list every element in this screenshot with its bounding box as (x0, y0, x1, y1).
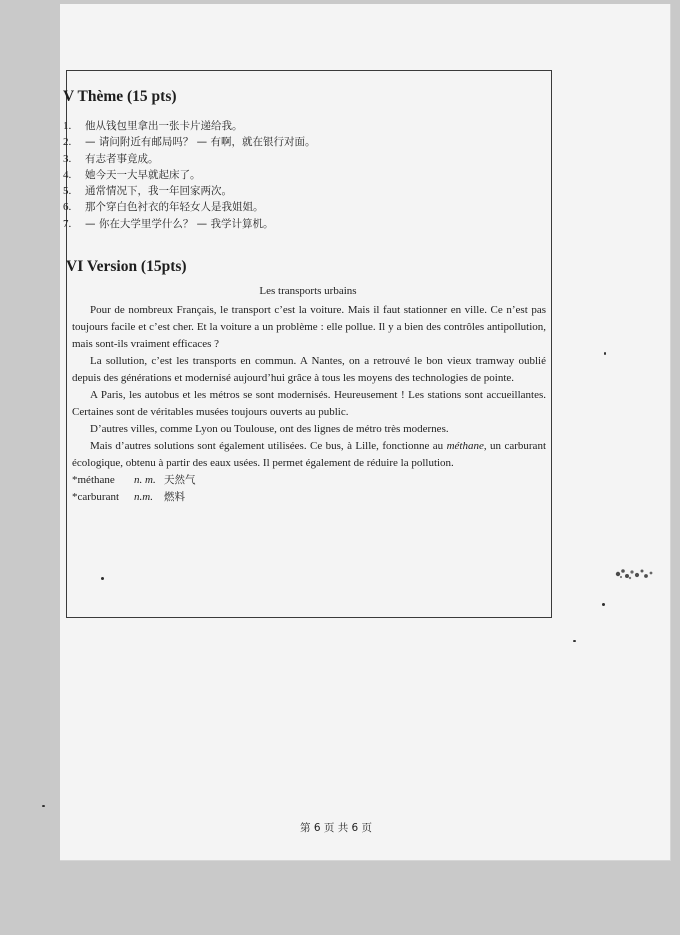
glossary-part-of-speech: n. m. (134, 474, 156, 486)
theme-sentence (63, 167, 483, 183)
scan-speck (602, 603, 605, 606)
glossary-entry (72, 472, 546, 489)
passage-text: , un carburant écologique, obtenu à partir des eaux usées. Il permet également de réduire la pollution. (72, 440, 546, 469)
theme-sentence-text: — 请问附近有邮局吗？ — 有啊，就在银行对面。 (85, 136, 316, 149)
passage-paragraph: D’autres villes, comme Lyon ou Toulouse, ont des lignes de métro très modernes. (90, 423, 449, 435)
theme-sentence-text: 通常情况下，我一年回家两次。 (85, 185, 232, 198)
scan-speck (42, 805, 45, 807)
theme-sentence (63, 134, 483, 150)
theme-sentence-number: 1. (63, 120, 72, 132)
theme-sentence (63, 118, 483, 134)
glossary-translation: 天然气 (164, 474, 196, 486)
theme-sentence-number: 3. (63, 152, 72, 165)
theme-sentence (63, 199, 483, 215)
version-section-title: VI Version (15pts) (66, 258, 187, 275)
theme-sentence-number: 6. (63, 201, 72, 214)
theme-section-title: V Thème (15 pts) (63, 88, 177, 105)
theme-sentence-number: 2. (63, 136, 72, 149)
passage-paragraph: La sollution, c’est les transports en commun. A Nantes, on a retrouvé le bon vieux tramway oublié depuis des générations et modernisé aujourd’hui grâce à tous les moyens des technologies de pointe. (72, 355, 546, 384)
theme-sentence-number: 7. (63, 217, 72, 230)
glossary-term: *méthane (72, 474, 115, 486)
theme-sentence-text: 他从钱包里拿出一张卡片递给我。 (85, 120, 243, 132)
glossary-part-of-speech: n.m. (134, 491, 153, 503)
theme-sentence-number: 4. (63, 168, 72, 181)
passage-paragraph: A Paris, les autobus et les métros se sont modernisés. Heureusement ! Les stations sont accueillantes. Certaines sont de véritables musées toujours ouverts au public. (72, 389, 546, 418)
passage-title: Les transports urbains (259, 285, 357, 297)
glossary-translation: 燃料 (164, 491, 185, 503)
glossary-term: *carburant (72, 491, 120, 503)
scan-speck (101, 577, 104, 580)
version-passage (72, 302, 546, 506)
theme-sentence-text: 有志者事竟成。 (85, 152, 159, 165)
passage-text: Mais d’autres solutions sont également utilisées. Ce bus, à Lille, fonctionne au (90, 440, 447, 452)
passage-paragraph (72, 438, 546, 472)
theme-sentence-text: — 你在大学里学什么？ — 我学计算机。 (85, 217, 274, 230)
theme-sentence (63, 183, 483, 199)
theme-sentence-list (63, 118, 483, 232)
passage-emphasis: méthane (446, 440, 484, 452)
scan-speck (604, 352, 606, 355)
theme-sentence-text: 她今天一大早就起床了。 (85, 168, 201, 181)
theme-sentence-number: 5. (63, 185, 72, 198)
theme-sentence-text: 那个穿白色衬衣的年轻女人是我姐姐。 (85, 201, 264, 214)
theme-sentence (63, 151, 483, 167)
passage-paragraph: Pour de nombreux Français, le transport c’est la voiture. Mais il faut stationner en ville. Ce n’est pas toujours facile et c’est cher. Et la voiture a un problème : elle pollue. Il y a bien des contrôles antipollution, mais sont-ils vraiment efficaces ? (72, 304, 546, 350)
scan-speck (573, 640, 576, 642)
page-number-footer: 第 6 页 共 6 页 (300, 822, 373, 834)
glossary-entry (72, 489, 546, 506)
ink-smudge (612, 562, 656, 584)
theme-sentence (63, 216, 483, 232)
